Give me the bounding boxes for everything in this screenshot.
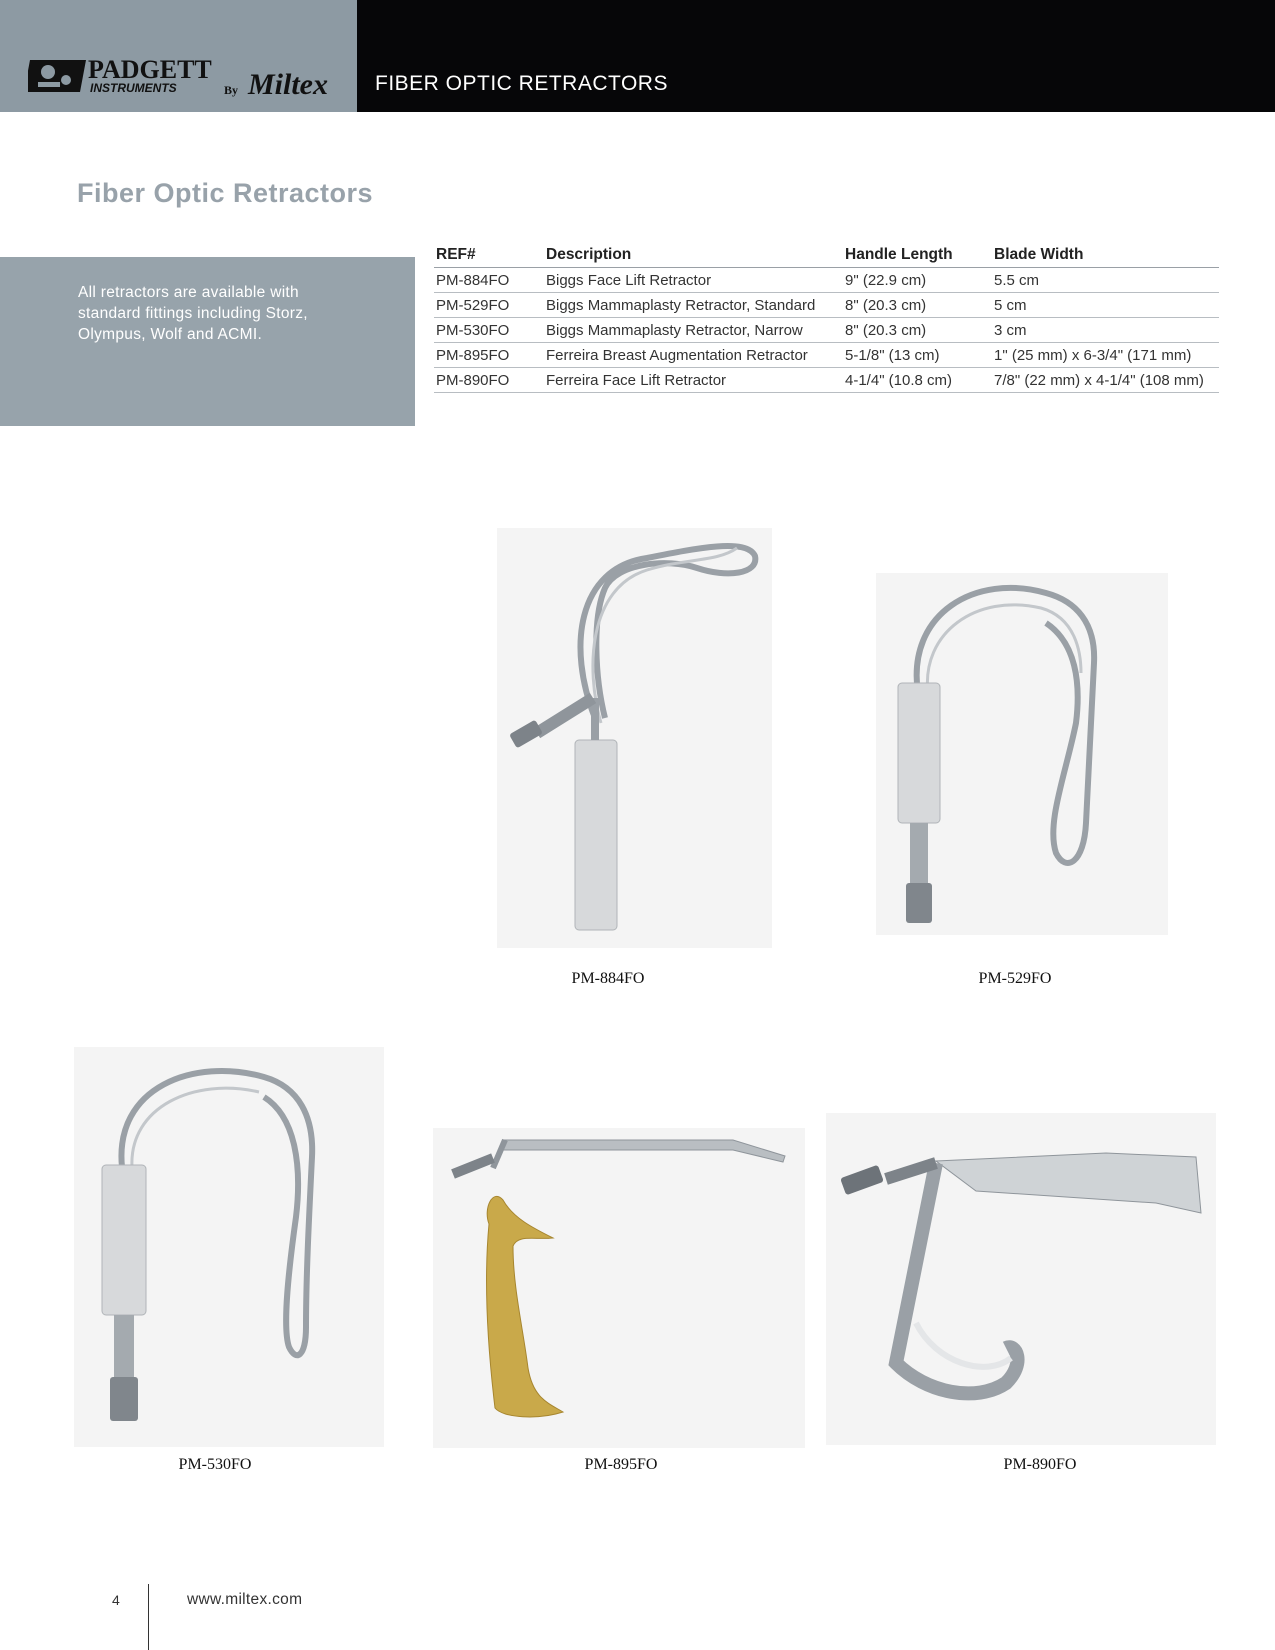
- cell-blade-width: 7/8" (22 mm) x 4-1/4" (108 mm): [992, 368, 1219, 393]
- column-header-handle-length: Handle Length: [843, 242, 992, 268]
- retractor-890-image: [826, 1113, 1216, 1445]
- footer-divider: [148, 1584, 149, 1650]
- cell-blade-width: 3 cm: [992, 318, 1219, 343]
- cell-handle-length: 8" (20.3 cm): [843, 293, 992, 318]
- cell-ref: PM-529FO: [434, 293, 544, 318]
- logo-by: By: [224, 83, 239, 97]
- column-header-description: Description: [544, 242, 843, 268]
- table-row: [434, 343, 1219, 368]
- section-title: FIBER OPTIC RETRACTORS: [375, 72, 668, 95]
- page-title: Fiber Optic Retractors: [77, 178, 374, 208]
- page-number: 4: [112, 1592, 120, 1608]
- retractor-884-image: [497, 528, 772, 948]
- cell-blade-width: 5 cm: [992, 293, 1219, 318]
- table-row: [434, 318, 1219, 343]
- product-caption: PM-895FO: [584, 1456, 658, 1473]
- cell-ref: PM-890FO: [434, 368, 544, 393]
- logo-brand-name: PADGETT: [88, 55, 212, 84]
- table-header-row: [434, 242, 1219, 268]
- cell-handle-length: 9" (22.9 cm): [843, 268, 992, 293]
- cell-ref: PM-884FO: [434, 268, 544, 293]
- cell-blade-width: 1" (25 mm) x 6-3/4" (171 mm): [992, 343, 1219, 368]
- fittings-note: All retractors are available with standard fittings including Storz, Olympus, Wolf and ACMI.: [78, 284, 308, 343]
- cell-description: Biggs Mammaplasty Retractor, Narrow: [544, 318, 843, 343]
- cell-blade-width: 5.5 cm: [992, 268, 1219, 293]
- product-caption: PM-530FO: [178, 1456, 252, 1473]
- product-caption: PM-890FO: [1003, 1456, 1077, 1473]
- cell-handle-length: 5-1/8" (13 cm): [843, 343, 992, 368]
- retractor-895-image: [433, 1128, 805, 1448]
- website-link[interactable]: www.miltex.com: [187, 1591, 303, 1608]
- retractor-530-image: [74, 1047, 384, 1447]
- cell-handle-length: 4-1/4" (10.8 cm): [843, 368, 992, 393]
- retractor-529-image: [876, 573, 1168, 935]
- cell-description: Biggs Mammaplasty Retractor, Standard: [544, 293, 843, 318]
- table-row: [434, 268, 1219, 293]
- cell-ref: PM-895FO: [434, 343, 544, 368]
- logo-maker: Miltex: [248, 68, 328, 100]
- cell-ref: PM-530FO: [434, 318, 544, 343]
- product-caption: PM-529FO: [978, 970, 1052, 987]
- logo-brand-sub: INSTRUMENTS: [90, 81, 177, 95]
- padgett-miltex-logo: [28, 52, 338, 100]
- logo-mark-icon: [28, 60, 86, 92]
- cell-handle-length: 8" (20.3 cm): [843, 318, 992, 343]
- cell-description: Ferreira Breast Augmentation Retractor: [544, 343, 843, 368]
- column-header-ref: REF#: [434, 242, 544, 268]
- spec-table: [434, 242, 1219, 393]
- product-caption: PM-884FO: [571, 970, 645, 987]
- table-row: [434, 368, 1219, 393]
- cell-description: Ferreira Face Lift Retractor: [544, 368, 843, 393]
- column-header-blade-width: Blade Width: [992, 242, 1219, 268]
- table-row: [434, 293, 1219, 318]
- cell-description: Biggs Face Lift Retractor: [544, 268, 843, 293]
